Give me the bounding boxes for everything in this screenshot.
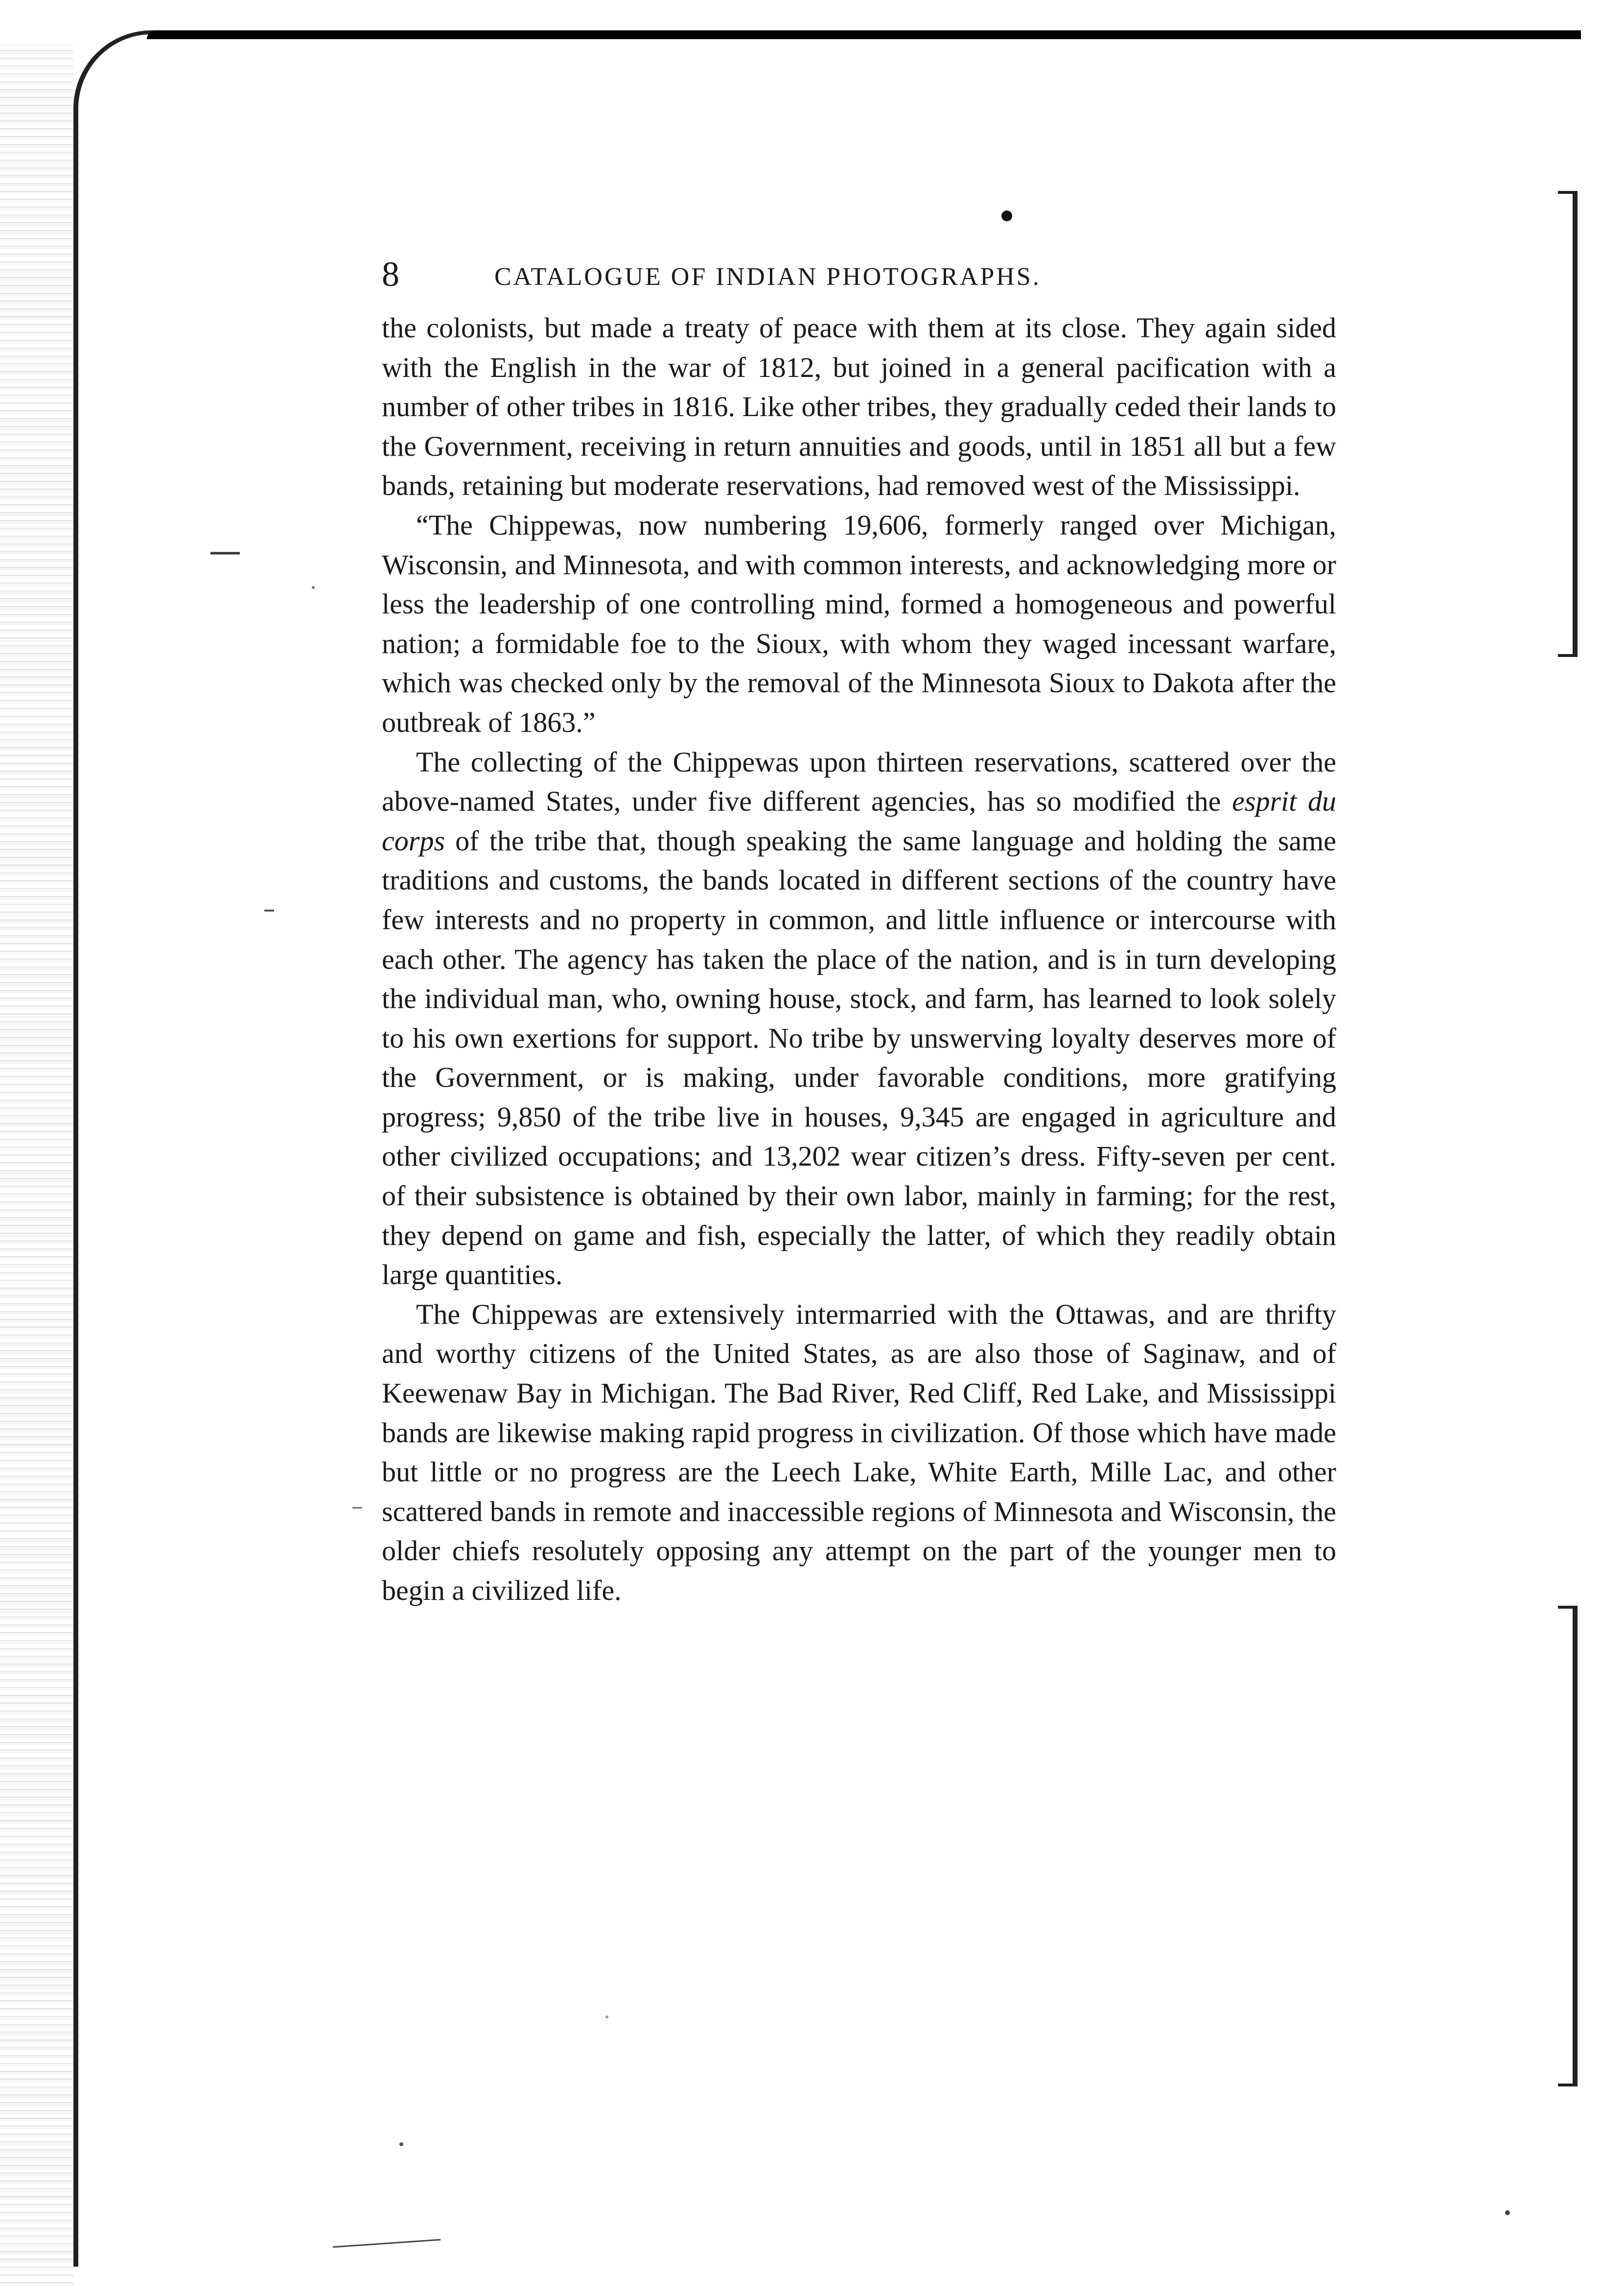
speck [1505,2210,1510,2215]
page-number: 8 [382,255,399,294]
paragraph-3 [382,743,1336,1295]
running-title: CATALOGUE OF INDIAN PHOTOGRAPHS. [494,263,1041,291]
running-head [382,255,1336,294]
italic-phrase: esprit du corps [382,785,1336,857]
book-page [382,255,1336,1611]
paragraph-2-quotation: “The Chippewas, now numbering 19,606, formerly ranged over Michigan, Wisconsin, and Minnesota, and with common interests, and acknowledging more or less the leadership of one controlling mind, formed a homogeneous and powerful nation; a formidable foe to the Sioux, with whom they waged incessant warfare, which was checked only by the removal of the Minnesota Sioux to Dakota after the outbreak of 1863.” [382,509,1336,738]
paragraph-4: The Chippewas are extensively intermarried with the Ottawas, and are thrifty and worthy citizens of the United States, as are also those of Saginaw, and of Keewenaw Bay in Michigan. The Bad River, Red Cliff, Red Lake, and Mississippi bands are likewise making rapid progress in civilization. Of those which have made but little or no progress are the Leech Lake, White Earth, Mille Lac, and other scattered bands in remote and inaccessible regions of Minnesota and Wisconsin, the older chiefs resolutely opposing any attempt on the part of the younger men to begin a civilized life. [382,1298,1336,1606]
paragraph-3-text: of the tribe that, though speaking the same language and holding the same traditions and customs, the bands located in different sections of the country have few interests and no property in common, and little influence or intercourse with each other. The agency has taken the place of the nation, and is in turn developing the individual man, who, owning house, stock, and farm, has learned to look solely to his own exertions for support. No tribe by unswerving loyalty deserves more of the Government, or is making, under favorable conditions, more gratifying progress; 9,850 of the tribe live in houses, 9,345 are engaged in agriculture and other civilized occupations; and 13,202 wear citizen’s dress. Fifty-seven per cent. of their subsistence is obtained by their own labor, mainly in farming; for the rest, they depend on game and fish, especially the latter, of which they readily obtain large quantities. [382,824,1336,1291]
paragraph-1: the colonists, but made a treaty of peace with them at its close. They again sided with the English in the war of 1812, but joined in a general pacification with a number of other tribes in 1816. Like other tribes, they gradually ceded their lands to the Government, receiving in return annuities and goods, until in 1851 all but a few bands, retaining but moderate reservations, had removed west of the Mississippi. [382,312,1336,502]
paragraph-3-text: The collecting of the Chippewas upon thirteen reservations, scattered over the above-named States, under five different agencies, has so modified the [382,746,1336,818]
margin-mark [333,2240,441,2247]
speck [399,2142,403,2146]
speck [605,2015,608,2018]
speck [312,586,315,589]
